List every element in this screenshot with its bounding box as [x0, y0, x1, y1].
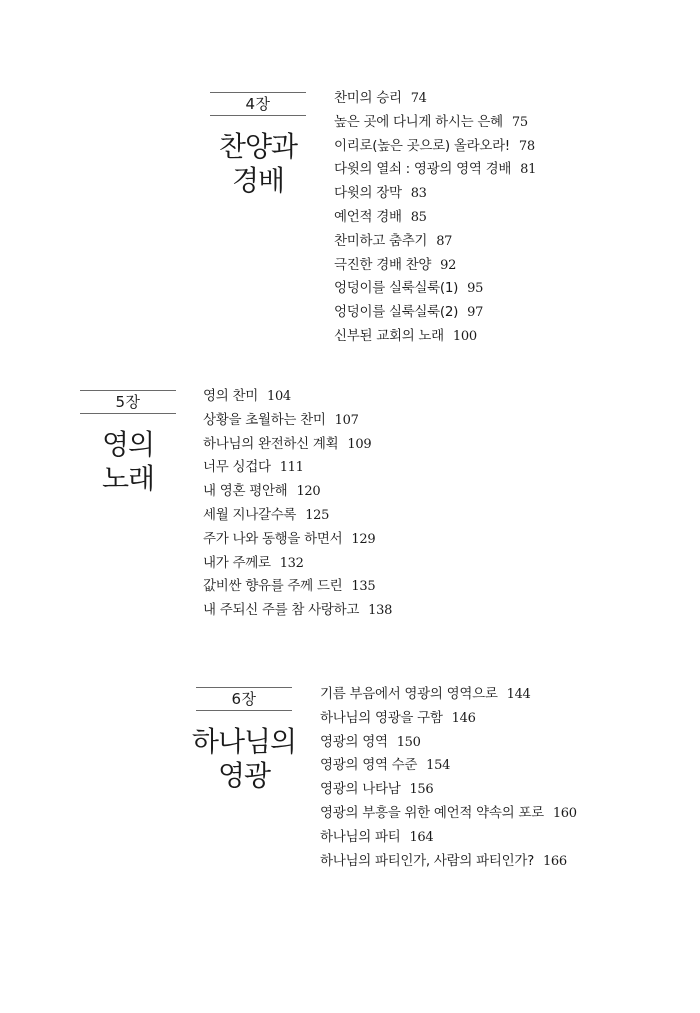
toc-entry: [334, 135, 536, 159]
toc-entry: [203, 456, 392, 480]
toc-entry-title: 영의 찬미: [203, 388, 258, 404]
toc-entry-page: 107: [334, 412, 359, 428]
toc-entry: [203, 552, 392, 576]
toc-entry: [334, 111, 536, 135]
toc-entry-page: 97: [467, 305, 484, 321]
toc-entry-title: 영광의 영역: [320, 733, 388, 750]
chapter-title-line: 노래: [101, 462, 155, 495]
toc-entry: [320, 826, 577, 850]
toc-entry-title: 세월 지나갈수록: [203, 506, 297, 523]
toc-entry-page: 83: [410, 186, 427, 202]
toc-entry-title: 너무 싱겁다: [203, 459, 271, 476]
toc-entry-title: 내 영혼 평안해: [203, 483, 288, 500]
chapter-title: [210, 130, 306, 198]
toc-entry: [334, 87, 536, 111]
toc-entry-page: 146: [451, 710, 476, 726]
toc-entry-page: 132: [279, 555, 304, 571]
toc-entry-title: 극진한 경배 찬양: [334, 256, 432, 273]
toc-entry-page: 164: [409, 829, 434, 845]
chapter-6-heading: [191, 687, 297, 793]
toc-entry-title: 찬미하고 춤추기: [334, 232, 428, 249]
toc-entry: [320, 683, 577, 707]
toc-entry-title: 영광의 나타남: [320, 781, 401, 798]
chapter-5-heading: [80, 390, 176, 496]
chapter-title: [80, 428, 176, 496]
toc-entry-page: 95: [467, 281, 484, 297]
toc-entry-title: 엉덩이를 실룩실룩(2): [334, 304, 459, 321]
toc-entry: [334, 206, 536, 230]
chapter-number: 4장: [210, 92, 306, 116]
toc-entry: [334, 254, 536, 278]
toc-entry: [203, 528, 392, 552]
toc-entry-title: 영광의 영역 수준: [320, 757, 418, 774]
toc-entry-page: 104: [266, 389, 291, 404]
toc-entry: [203, 433, 392, 457]
toc-entry-page: 129: [351, 531, 376, 547]
toc-entry-page: 74: [410, 91, 427, 106]
toc-entry-title: 값비싼 향유를 주께 드린: [203, 578, 343, 595]
toc-entry-page: 144: [506, 687, 531, 702]
toc-entry-title: 하나님의 완전하신 계획: [203, 435, 339, 452]
toc-entry: [320, 754, 577, 778]
chapter-title-line: 영의: [101, 428, 155, 461]
toc-entry-page: 78: [518, 138, 535, 154]
toc-entry-page: 87: [436, 233, 453, 249]
toc-entry: [203, 504, 392, 528]
chapter-title: [184, 725, 304, 793]
toc-entry: [320, 850, 577, 874]
toc-entry-page: 109: [347, 436, 372, 452]
toc-entry-page: 156: [409, 782, 434, 798]
toc-entry-title: 다윗의 장막: [334, 185, 402, 202]
toc-entry: [203, 385, 392, 409]
toc-entry: [320, 707, 577, 731]
toc-entry-page: 138: [368, 603, 393, 619]
toc-entry-page: 135: [351, 579, 376, 595]
toc-entry-title: 내가 주께로: [203, 554, 271, 571]
chapter-4-toc: [334, 87, 536, 349]
toc-entry-title: 찬미의 승리: [334, 90, 402, 106]
toc-entry-page: 85: [410, 209, 427, 225]
chapter-title-line: 하나님의: [191, 725, 297, 758]
chapter-4-heading: [210, 92, 306, 198]
toc-entry-title: 높은 곳에 다니게 하시는 은혜: [334, 113, 503, 130]
toc-entry-title: 내 주되신 주를 참 사랑하고: [203, 602, 360, 619]
chapter-number: 5장: [80, 390, 176, 414]
toc-entry-title: 엉덩이를 실룩실룩(1): [334, 280, 459, 297]
toc-entry: [334, 301, 536, 325]
toc-entry-page: 92: [440, 257, 457, 273]
toc-entry: [203, 599, 392, 623]
chapter-title-line: 경배: [231, 164, 285, 197]
toc-entry-title: 영광의 부흥을 위한 예언적 약속의 포로: [320, 804, 544, 821]
toc-entry-title: 신부된 교회의 노래: [334, 327, 444, 344]
toc-entry: [334, 277, 536, 301]
toc-entry-title: 하나님의 파티: [320, 828, 401, 845]
toc-entry-title: 기름 부음에서 영광의 영역으로: [320, 686, 498, 702]
toc-entry: [334, 230, 536, 254]
toc-entry-page: 125: [305, 507, 330, 523]
toc-entry-title: 상황을 초월하는 찬미: [203, 411, 326, 428]
toc-entry-page: 154: [426, 758, 451, 774]
toc-entry: [203, 575, 392, 599]
chapter-title-line: 찬양과: [218, 130, 298, 163]
toc-entry-title: 이리로(높은 곳으로) 올라오라!: [334, 137, 510, 154]
toc-entry: [203, 480, 392, 504]
chapter-title-line: 영광: [217, 759, 271, 792]
toc-entry: [334, 182, 536, 206]
toc-entry: [320, 731, 577, 755]
toc-entry: [334, 158, 536, 182]
toc-entry-title: 다윗의 열쇠 : 영광의 영역 경배: [334, 161, 512, 178]
toc-entry-page: 150: [396, 734, 421, 750]
toc-entry-title: 예언적 경배: [334, 208, 402, 225]
chapter-5-toc: [203, 385, 392, 623]
toc-entry-title: 하나님의 파티인가, 사람의 파티인가?: [320, 852, 534, 869]
chapter-number: 6장: [196, 687, 292, 711]
toc-entry: [320, 778, 577, 802]
toc-entry-page: 120: [296, 484, 321, 500]
toc-entry-page: 75: [511, 114, 528, 130]
toc-entry-page: 100: [452, 328, 477, 344]
toc-entry-title: 하나님의 영광을 구함: [320, 709, 443, 726]
toc-entry: [334, 325, 536, 349]
toc-entry: [320, 802, 577, 826]
toc-entry-page: 111: [279, 460, 304, 476]
toc-entry: [203, 409, 392, 433]
toc-entry-page: 160: [552, 805, 577, 821]
toc-entry-page: 166: [542, 853, 567, 869]
toc-entry-page: 81: [520, 162, 537, 178]
toc-entry-title: 주가 나와 동행을 하면서: [203, 530, 343, 547]
chapter-6-toc: [320, 683, 577, 873]
